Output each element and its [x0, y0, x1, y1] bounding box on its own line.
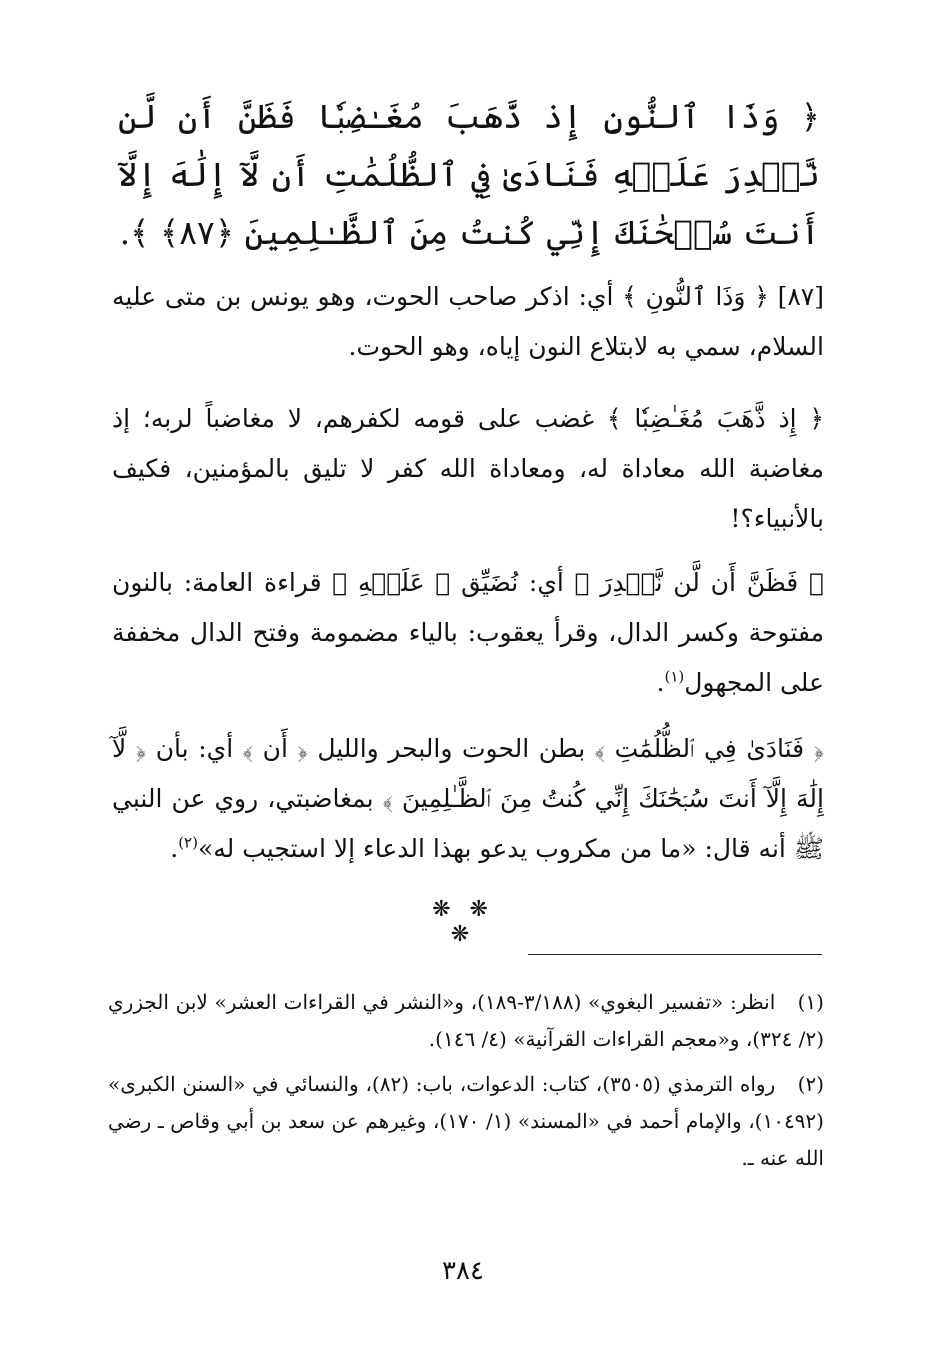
quran-verse: ﴿ وَذَا ٱلنُّونِ إِذ ذَّهَبَ مُغَـٰضِبٗا فَظَنَّ أَن لَّن نَّقۡدِرَ عَلَيۡهِ فَنَادَىٰ فِي ٱلظُّلُمَٰتِ أَن لَّآ إِلَٰهَ إِلَّآ أَنتَ سُبۡحَٰنَكَ إِنِّي كُنتُ مِنَ ٱلظَّـٰلِمِينَ ﴿٨٧﴾ ﴾.	[118, 97, 820, 252]
commentary-paragraph	[112, 272, 824, 372]
commentary-paragraph	[112, 394, 824, 544]
footnote-ref[interactable]: (١)	[664, 667, 685, 686]
section-separator: ❋ ❋ ❋	[432, 897, 494, 947]
footnote-text: انظر: «تفسير البغوي» (٣/١٨٨-١٨٩)، و«النشر في القراءات العشر» لابن الجزري (٢/ ٣٢٤)، و«معجم القراءات القرآنية» (٤/ ١٤٦).	[108, 990, 824, 1051]
footnote	[108, 1066, 824, 1177]
footnote-divider	[528, 954, 822, 955]
page-number: ٣٨٤	[442, 1256, 484, 1286]
footnote-number: (١)	[797, 990, 824, 1014]
commentary-paragraph	[112, 724, 824, 874]
commentary-paragraph	[112, 558, 824, 708]
paragraph-text: [٨٧] ﴿ وَذَا ٱلنُّونِ ﴾ أي: اذكر صاحب الحوت، وهو يونس بن متى عليه السلام، سمي به لابتلاع النون إياه، وهو الحوت.	[112, 282, 824, 361]
paragraph-text: ﴿ فَظَنَّ أَن لَّن نَّقۡدِرَ ﴾ أي: نُضَيِّق ﴿ عَلَيۡهِ ﴾ قراءة العامة: بالنون مفتوحة وكسر الدال، وقرأ يعقوب: بالياء مضمومة وفتح الدال مخففة على المجهول	[112, 568, 824, 697]
paragraph-text: ﴿ إِذ ذَّهَبَ مُغَـٰضِبٗا ﴾ غضب على قومه لكفرهم، لا مغاضباً لربه؛ إذ مغاضبة الله معاداة له، ومعاداة الله كفر لا تليق بالمؤمنين، فكيف بالأنبياء؟!	[112, 404, 824, 533]
paragraph-text: ﴿ فَنَادَىٰ فِي ٱلظُّلُمَٰتِ ﴾ بطن الحوت والبحر والليل ﴿ أَن ﴾ أي: بأن ﴿ لَّآ إِلَٰهَ إِلَّآ أَنتَ سُبۡحَٰنَكَ إِنِّي كُنتُ مِنَ ٱلظَّـٰلِمِينَ ﴾ بمغاضبتي، روي عن النبي ﷺ أنه قال: «ما من مكروب يدعو بهذا الدعاء إلا استجيب له»	[112, 734, 824, 863]
paragraph-tail: .	[170, 834, 179, 863]
footnote-ref[interactable]: (٢)	[178, 833, 198, 852]
paragraph-tail: .	[656, 668, 665, 697]
footnote-number: (٢)	[797, 1072, 824, 1096]
footnote	[108, 984, 824, 1058]
footnote-text: رواه الترمذي (٣٥٠٥)، كتاب: الدعوات، باب: (٨٢)، والنسائي في «السنن الكبرى» (١٠٤٩٢)، والإمام أحمد في «المسند» (١/ ١٧٠)، وغيرهم عن سعد بن أبي وقاص ـ رضي الله عنه ـ.	[108, 1072, 824, 1170]
